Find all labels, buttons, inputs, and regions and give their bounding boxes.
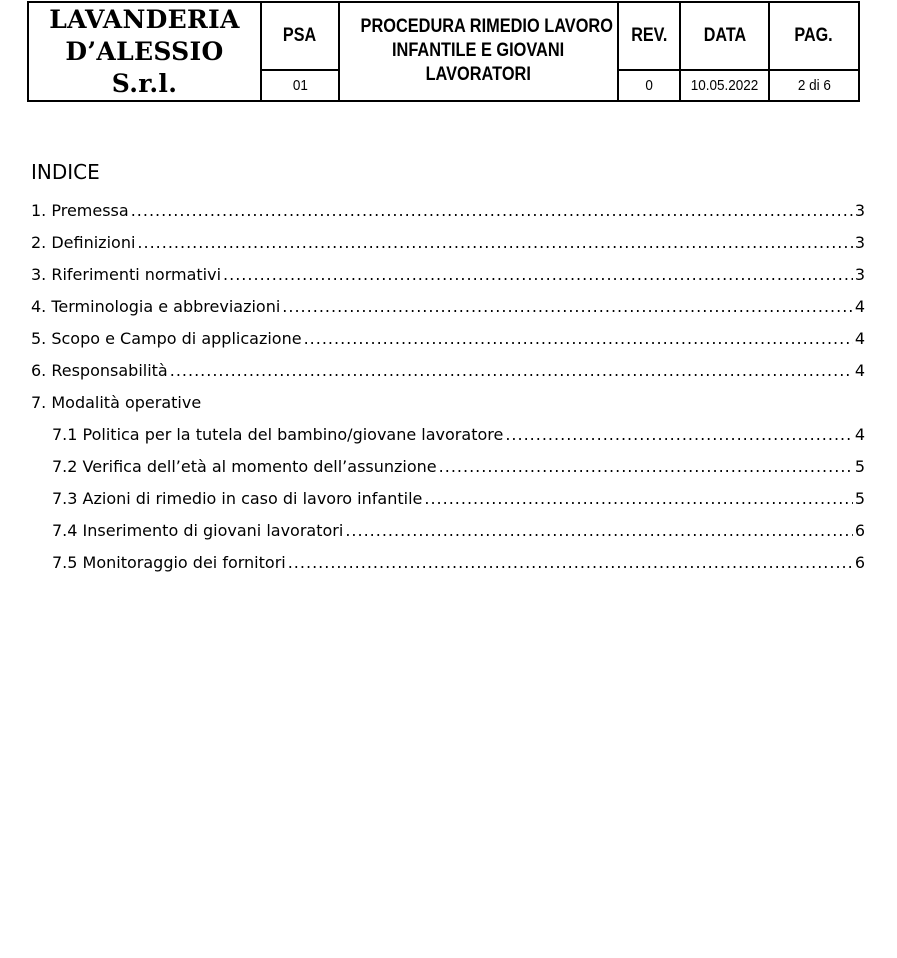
toc-item[interactable] xyxy=(31,355,865,387)
toc-item-text: 6. Responsabilità xyxy=(31,361,168,380)
toc-leader xyxy=(505,419,852,451)
document-title-line1: PROCEDURA RIMEDIO LAVORO xyxy=(360,16,613,37)
rev-label: REV. xyxy=(630,25,668,46)
code-value-cell xyxy=(261,70,339,101)
page-label: PAG. xyxy=(794,25,834,46)
company-name-line1: LAVANDERIA xyxy=(49,4,240,34)
toc-subitem[interactable] xyxy=(31,451,865,483)
toc-item-page: 4 xyxy=(854,329,865,348)
company-name-line2: D’ALESSIO S.r.l. xyxy=(65,36,224,98)
date-label: DATA xyxy=(703,25,746,46)
document-header xyxy=(27,1,860,102)
code-label: PSA xyxy=(283,25,317,46)
toc-item-page: 6 xyxy=(854,521,865,540)
toc-leader xyxy=(439,451,853,483)
rev-label-cell xyxy=(618,2,680,70)
toc-item-page: 3 xyxy=(854,265,865,284)
toc-item-page: 6 xyxy=(854,553,865,572)
toc-item-page: 4 xyxy=(854,361,865,380)
toc-leader xyxy=(345,515,853,547)
toc-leader xyxy=(170,355,853,387)
date-value: 10.05.2022 xyxy=(690,76,759,94)
toc-leader xyxy=(424,483,852,515)
toc-item-text: 3. Riferimenti normativi xyxy=(31,265,222,284)
toc-item-page: 3 xyxy=(854,201,865,220)
page-value-cell xyxy=(769,70,859,101)
toc-item[interactable] xyxy=(31,195,865,227)
toc-item-page: 3 xyxy=(854,233,865,252)
toc-leader xyxy=(304,323,853,355)
rev-value-cell xyxy=(618,70,680,101)
toc-leader xyxy=(223,259,853,291)
date-label-cell xyxy=(680,2,769,70)
toc-subitem[interactable] xyxy=(31,483,865,515)
toc-item-page: 4 xyxy=(854,297,865,316)
toc-leader xyxy=(137,227,852,259)
toc-leader xyxy=(288,547,853,579)
table-of-contents xyxy=(31,195,865,579)
document-title-line2: INFANTILE E GIOVANI xyxy=(392,40,565,61)
document-title xyxy=(339,2,618,101)
toc-item-text: 7.3 Azioni di rimedio in caso di lavoro infantile xyxy=(52,489,423,508)
toc-subitem[interactable] xyxy=(31,547,865,579)
toc-subitem[interactable] xyxy=(31,515,865,547)
page-label-cell xyxy=(769,2,859,70)
toc-item-page: 5 xyxy=(854,489,865,508)
toc-item-text: 1. Premessa xyxy=(31,201,129,220)
toc-item[interactable] xyxy=(31,291,865,323)
toc-item-text: 4. Terminologia e abbreviazioni xyxy=(31,297,281,316)
toc-leader xyxy=(131,195,853,227)
rev-value: 0 xyxy=(645,76,653,94)
toc-item-page: 4 xyxy=(854,425,865,444)
page-value: 2 di 6 xyxy=(797,76,831,94)
document-title-line3: LAVORATORI xyxy=(425,64,532,85)
toc-item-page: 5 xyxy=(854,457,865,476)
toc-section-header[interactable] xyxy=(31,387,865,419)
toc-item[interactable] xyxy=(31,227,865,259)
toc-leader xyxy=(282,291,853,323)
toc-subitem[interactable] xyxy=(31,419,865,451)
toc-item-text: 7. Modalità operative xyxy=(31,393,202,412)
toc-item-text: 7.4 Inserimento di giovani lavoratori xyxy=(52,521,344,540)
toc-item-text: 2. Definizioni xyxy=(31,233,136,252)
company-name xyxy=(28,2,261,101)
toc-item-text: 7.5 Monitoraggio dei fornitori xyxy=(52,553,286,572)
code-value: 01 xyxy=(292,76,308,94)
toc-item-text: 5. Scopo e Campo di applicazione xyxy=(31,329,302,348)
toc-item[interactable] xyxy=(31,323,865,355)
date-value-cell xyxy=(680,70,769,101)
code-label-cell xyxy=(261,2,339,70)
toc-heading: INDICE xyxy=(31,160,100,184)
toc-item-text: 7.1 Politica per la tutela del bambino/giovane lavoratore xyxy=(52,425,504,444)
toc-item[interactable] xyxy=(31,259,865,291)
toc-item-text: 7.2 Verifica dell’età al momento dell’assunzione xyxy=(52,457,437,476)
